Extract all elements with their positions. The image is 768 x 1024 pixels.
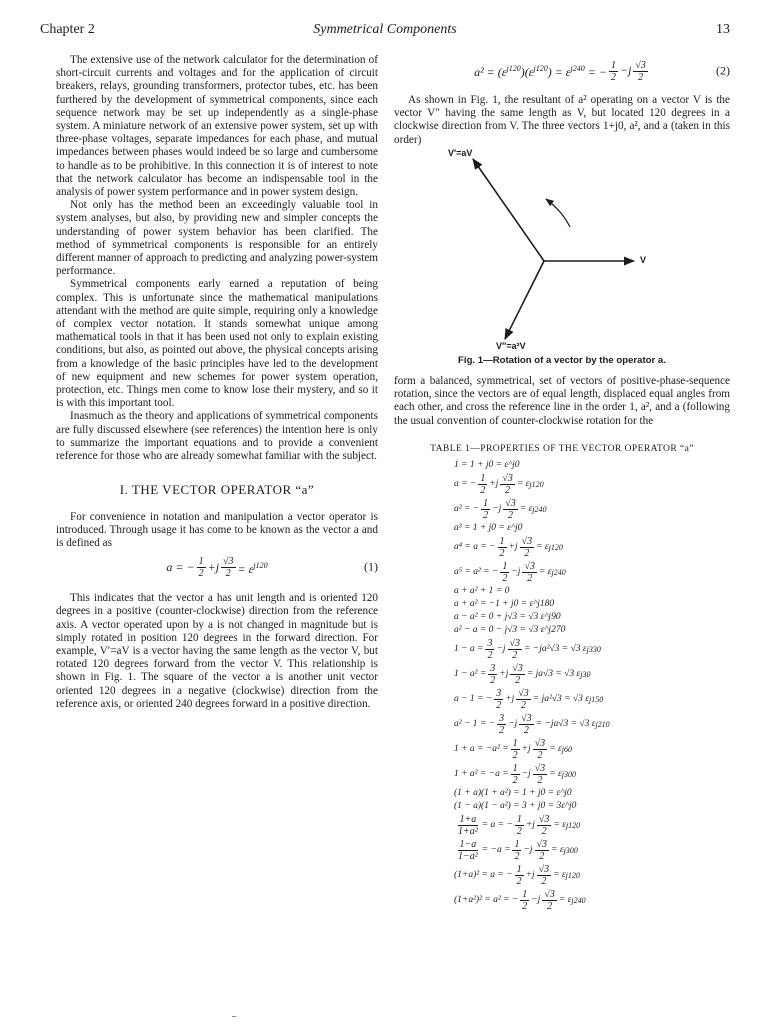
running-title: Symmetrical Components (313, 22, 457, 37)
table-row: a − 1 = − $\frac{3}{2}$ +j $\frac{√3}{2}$ = ja²√3 = √3 ε j150 (454, 688, 604, 712)
table-row: a − a² = 0 + j√3 = √3 ε^j90 (454, 612, 561, 623)
table-row: (1+a²)² = a² = − $\frac{1}{2}$ −j $\frac{√3}{2}$ = ε j240 (454, 889, 586, 913)
table-row: a + a² = −1 + j0 = ε^j180 (454, 599, 555, 610)
properties-table (454, 459, 730, 913)
table-row: a² − a = 0 − j√3 = √3 ε^j270 (454, 625, 566, 636)
vector-v-double-prime (505, 261, 544, 339)
table-row: (1 − a)(1 − a²) = 3 + j0 = 3ε^j0 (454, 801, 577, 812)
table-row: $\frac{1-a}{\text{1−a²}}$ = −a = $\frac{1}{2}$ −j $\frac{√3}{2}$ = ε j300 (458, 839, 578, 863)
page-speck (232, 1016, 236, 1017)
table-row: 1 + a = −a² = $\frac{1}{2}$ +j $\frac{√3}{2}$ = ε j60 (454, 738, 572, 762)
figure-1 (394, 147, 730, 352)
page-number: 13 (716, 22, 730, 37)
table-row: a⁵ = a² = − $\frac{1}{2}$ −j $\frac{√3}{2}$ = ε j240 (454, 561, 566, 585)
paragraph: This indicates that the vector a has unit length and is oriented 120 degrees in a positive (counter-clockwise) direction from the reference axis. A vector operated upon by a is not changed in magnitude but is simply rotated in position 120 degrees in the forward direction. For example, V′=aV is a vector having the same length as the vector V, but rotated 120 degrees forward from the vector V. This relationship is shown in Fig. 1. The square of the vector a is another unit vector oriented 120 degrees in a negative (clockwise) direction from the reference axis, or oriented 240 degrees forward in a positive direction. (56, 592, 378, 710)
paragraph: Inasmuch as the theory and applications of symmetrical components are fully discussed elsewhere (see references) the intention here is only to summarize the important equations and to provide a convenient reference for those who are already somewhat familiar with the subject. (56, 410, 378, 463)
vector-diagram (394, 147, 730, 352)
equation-number: (2) (716, 63, 730, 78)
table-row: a³ = 1 + j0 = ε^j0 (454, 523, 523, 534)
equation-2: $a^2 = (\varepsilon^{j120})(\varepsilon^{j120}) = \varepsilon^{j240}$ = − $\frac{1}{2}$ −j $\frac{√3}{2}$ (2) (474, 59, 730, 83)
table-row: 1 + a² = −a = $\frac{1}{2}$ −j $\frac{√3}{2}$ = ε j300 (454, 763, 576, 787)
figure-caption: Fig. 1—Rotation of a vector by the operator a. (458, 354, 666, 366)
section-heading: I. THE VECTOR OPERATOR “a” (119, 482, 315, 498)
equation-1: a = − $\frac{1}{2}$ +j $\frac{√3}{2}$ = $\varepsilon^{j120}$ (1) (166, 555, 378, 579)
table-row: $\frac{1+a}{\text{1+a²}}$ = a = − $\frac{1}{2}$ +j $\frac{√3}{2}$ = ε j120 (458, 814, 581, 838)
table-row: a² − 1 = − $\frac{3}{2}$ −j $\frac{√3}{2}$ = −ja√3 = √3 ε j210 (454, 713, 610, 737)
paragraph: The extensive use of the network calculator for the determination of short-circuit currents and voltages and for the application of circuit breakers, relays, grounding transformers, protector tubes, etc. has been furthered by the development of symmetrical components, since each sequence network may be set up independently as a single-phase system. A miniature network of an extensive power system, set up with three-phase voltages, separate impedances for each phase, and mutual impedances between phases would indeed be so large and cumbersome to handle as to be prohibitive. In this connection it is of interest to note that the network calculator has become an indispensable tool in the analysis of power system performance and in power system design. (56, 54, 378, 199)
rotation-arrow (546, 199, 570, 227)
paragraph: Symmetrical components early earned a reputation of being complex. This is unfortunate since the mathematical manipulations attendant with the method are quite simple, requiring only a knowledge of complex vector notation. It stands somewhat unique among mathematical tools in that it has been used not only to explain existing conditions, but also, as pointed out above, the physical concepts arising from a knowledge of the basic principles have led to the development of new equipment and new schemes for power system operation, protection, etc. Things men come to know lose their mystery, and so it is with this important tool. (56, 278, 378, 410)
table-row: 1 − a = $\frac{3}{2}$ −j $\frac{√3}{2}$ = −ja²√3 = √3 ε j330 (454, 638, 601, 662)
table-row: 1 = 1 + j0 = ε^j0 (454, 460, 520, 471)
equation-number: (1) (364, 559, 378, 574)
table-row: a⁴ = a = − $\frac{1}{2}$ +j $\frac{√3}{2}$ = ε j120 (454, 536, 563, 560)
table-row: a + a² + 1 = 0 (454, 586, 510, 597)
vector-v-prime (473, 159, 544, 261)
chapter-label: Chapter 2 (40, 22, 95, 37)
right-column (394, 54, 730, 913)
paragraph: For convenience in notation and manipulation a vector operator is introduced. Through usage it has come to be known as the vector a and is defined as (56, 510, 378, 549)
table-row: (1+a)² = a = − $\frac{1}{2}$ +j $\frac{√3}{2}$ = ε j120 (454, 864, 580, 888)
table-title: TABLE 1—PROPERTIES OF THE VECTOR OPERATOR “a” (430, 442, 694, 454)
table-row: (1 + a)(1 + a²) = 1 + j0 = ε^j0 (454, 788, 572, 799)
paragraph: form a balanced, symmetrical, set of vectors of positive-phase-sequence rotation, since the vectors are of equal length, displaced equal angles from each other, and cross the reference line in the order 1, a², and a (following the usual convention of counter-clockwise rotation for the (394, 375, 730, 427)
table-row: 1 − a² = $\frac{3}{2}$ +j $\frac{√3}{2}$ = ja√3 = √3 ε j30 (454, 663, 591, 687)
paragraph: As shown in Fig. 1, the resultant of a² operating on a vector V is the vector V″ having the same length as V, but located 120 degrees in a clockwise direction from V. The three vectors 1+j0, a², and a (taken in this order) (394, 94, 730, 146)
table-row: a = − $\frac{1}{2}$ +j $\frac{√3}{2}$ = ε j120 (454, 473, 544, 497)
table-row: a² = − $\frac{1}{2}$ −j $\frac{√3}{2}$ = ε j240 (454, 498, 547, 522)
label-v-prime: V′=aV (448, 147, 473, 158)
paragraph: Not only has the method been an exceedingly valuable tool in system analyses, but also, by providing new and simpler concepts the understanding of power system behavior has been clarified. The method of symmetrical components is responsible for an entirely different manner of approach to predicting and analyzing power-system performance. (56, 199, 378, 278)
label-v: V (640, 254, 647, 265)
page-header (40, 22, 730, 42)
left-column (56, 54, 378, 711)
label-v-double-prime: V″=a²V (496, 340, 526, 351)
